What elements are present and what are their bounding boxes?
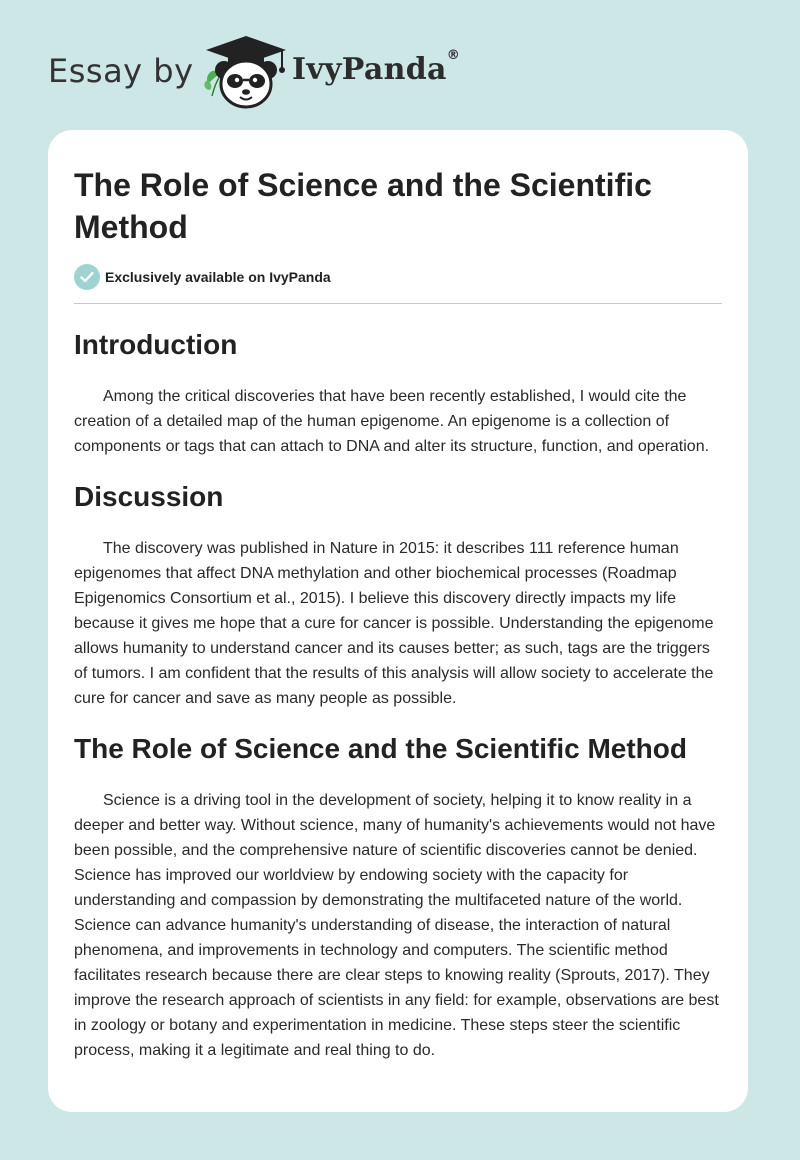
ivypanda-wordmark[interactable] <box>292 48 461 87</box>
paragraph-discussion: The discovery was published in Nature in 2015: it describes 111 reference human epigenomes that affect DNA methylation and other biochemical processes (Roadmap Epigenomics Consortium et al., 2015). I believe this discovery directly impacts my life because it gives me hope that a cure for cancer is possible. Understanding the epigenome allows humanity to understand cancer and its causes better; as such, tags are the triggers of tumors. I am confident that the results of this analysis will allow society to accelerate the cure for cancer and save as many people as possible. <box>74 540 714 707</box>
page-title: The Role of Science and the Scientific Method <box>74 167 652 245</box>
section-heading-discussion: Discussion <box>74 481 224 512</box>
exclusive-badge <box>74 264 722 290</box>
essay-by-label: Essay by <box>48 52 194 90</box>
registered-mark: ® <box>446 48 461 63</box>
section-heading-role-of-science: The Role of Science and the Scientific Method <box>74 733 687 764</box>
checkmark-icon <box>74 264 100 290</box>
divider <box>74 303 722 304</box>
site-header <box>48 34 508 110</box>
section-heading-introduction: Introduction <box>74 329 238 360</box>
exclusive-badge-label: Exclusively available on IvyPanda <box>105 269 331 285</box>
paragraph-introduction: Among the critical discoveries that have been recently established, I would cite the creation of a detailed map of the human epigenome. An epigenome is a collection of components or tags that can attach to DNA and alter its structure, function, and operation. <box>74 388 710 455</box>
brand-name-text: IvyPanda <box>292 52 447 87</box>
panda-logo-icon[interactable] <box>202 34 290 110</box>
essay-card <box>48 130 748 1112</box>
paragraph-role-of-science: Science is a driving tool in the development of society, helping it to know reality in a deeper and better way. Without science, many of humanity's achievements would not have been possible, and the comprehensive nature of scientific discoveries cannot be denied. Science has improved our worldview by endowing society with the capacity for understanding and compassion by demonstrating the multifaceted nature of the world. Science can advance humanity's understanding of disease, the interaction of natural phenomena, and improvements in technology and computers. The scientific method facilitates research because there are clear steps to knowing reality (Sprouts, 2017). They improve the research approach of scientists in any field: for example, observations are best in zoology or botany and experimentation in medicine. These steps steer the scientific process, making it a legitimate and real thing to do. <box>74 792 719 1059</box>
